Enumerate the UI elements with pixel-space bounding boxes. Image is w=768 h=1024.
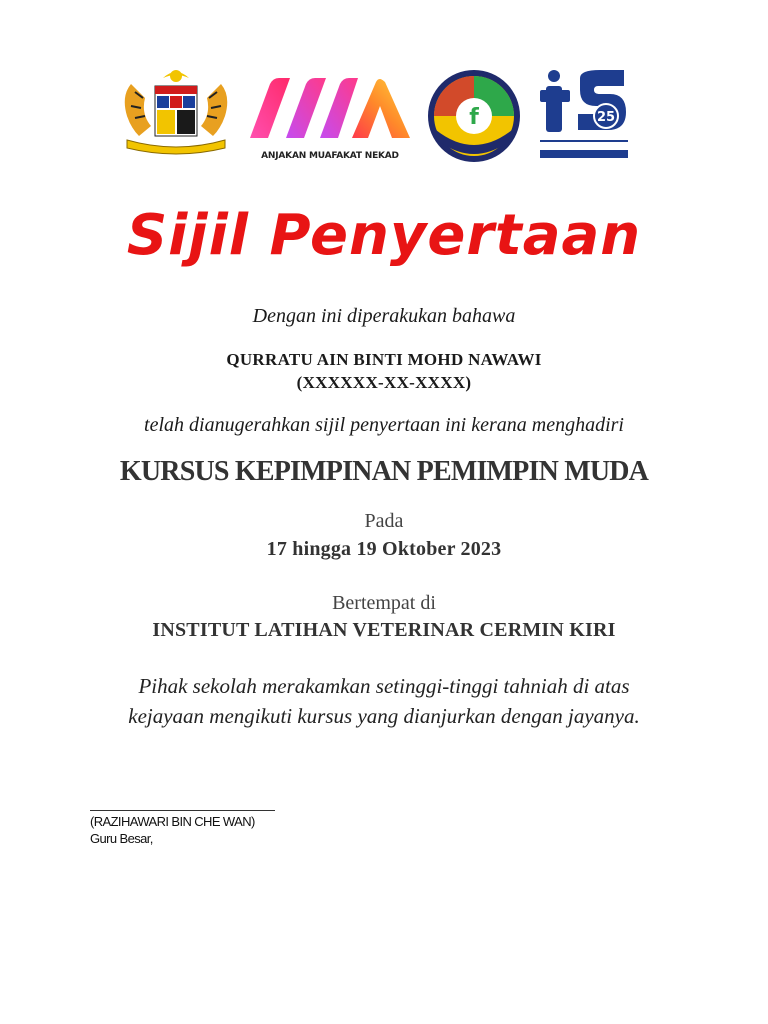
signatory-name: (RAZIHAWARI BIN CHE WAN) [90, 814, 255, 829]
signature-line [90, 810, 275, 811]
signatory-position: Guru Besar, [90, 831, 153, 846]
svg-text:25: 25 [596, 110, 616, 125]
award-text: telah dianugerahkan sijil penyertaan ini kerana menghadiri [144, 414, 624, 436]
ama-caption: ANJAKAN MUAFAKAT NEKAD [261, 151, 399, 161]
coat-of-arms-logo [117, 66, 235, 158]
ts25-logo [540, 68, 632, 164]
certificate-title: Sijil Penyertaan [126, 203, 642, 268]
closing-line-1: Pihak sekolah merakamkan setinggi-tinggi tahniah di atas [138, 674, 630, 698]
recipient-name: QURRATU AIN BINTI MOHD NAWAWI [226, 350, 542, 369]
svg-text:f: f [469, 105, 479, 130]
course-title: KURSUS KEPIMPINAN PEMIMPIN MUDA [119, 456, 649, 487]
school-badge-logo [426, 68, 522, 164]
ama-logo [246, 76, 414, 144]
recipient-id: (XXXXXX-XX-XXXX) [296, 373, 472, 392]
closing-line-2: kejayaan mengikuti kursus yang dianjurkan dengan jayanya. [128, 704, 640, 728]
intro-text: Dengan ini diperakukan bahawa [252, 305, 516, 327]
venue-name: INSTITUT LATIHAN VETERINAR CERMIN KIRI [152, 619, 616, 641]
logo-row [0, 62, 768, 172]
date-label: Pada [364, 510, 404, 532]
event-date: 17 hingga 19 Oktober 2023 [266, 538, 502, 560]
venue-label: Bertempat di [332, 592, 436, 614]
